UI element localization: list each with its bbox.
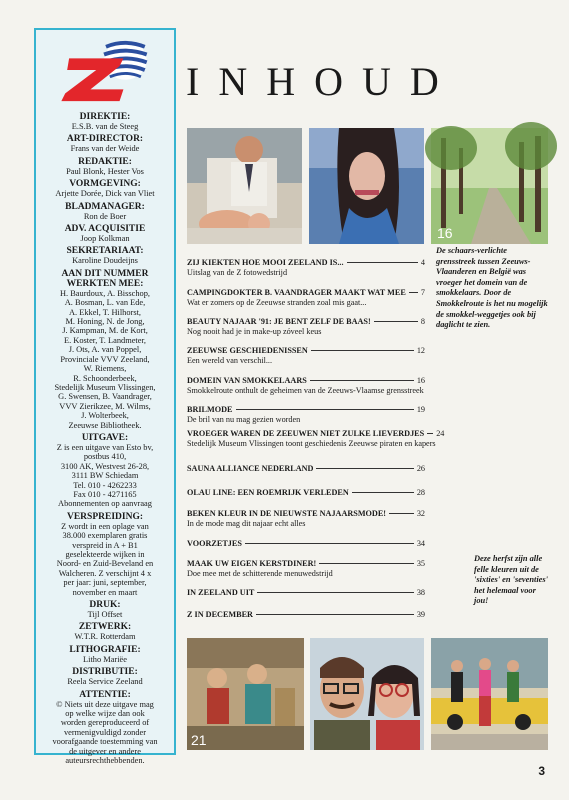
- toc-entry-title: MAAK UW EIGEN KERSTDINER!: [187, 559, 317, 568]
- colophon-section: [40, 645, 170, 664]
- colophon-section-line: 38.000 exemplaren gratis: [62, 531, 148, 541]
- toc-entry-page: 28: [416, 488, 425, 497]
- toc-leader-line: [256, 614, 414, 615]
- toc-entry[interactable]: [187, 317, 425, 337]
- toc-entry-page: 38: [416, 588, 425, 597]
- colophon-section-title: ADV. ACQUISITIE: [64, 224, 146, 235]
- toc-leader-line: [257, 592, 413, 593]
- toc-entry-page: 24: [436, 429, 445, 438]
- colophon-section-line: Ron de Boer: [83, 211, 127, 221]
- toc-entry[interactable]: [187, 429, 445, 449]
- page-number: 3: [538, 764, 545, 778]
- colophon-panel: [34, 28, 176, 766]
- colophon-section-line: M. Honing, N. de Jong,: [65, 317, 145, 327]
- toc-leader-line: [374, 321, 418, 322]
- colophon-section-line: Reela Service Zeeland: [67, 677, 143, 687]
- toc-leader-line: [245, 543, 414, 544]
- colophon-section-line: Z wordt in een oplage van: [61, 521, 149, 531]
- colophon-section-title: AAN DIT NUMMER WERKTEN MEE:: [61, 268, 149, 289]
- toc-entry-title: SAUNA ALLIANCE NEDERLAND: [187, 464, 314, 473]
- toc-entry-page: 34: [416, 539, 425, 548]
- colophon-section: [40, 157, 170, 176]
- colophon-section: [40, 134, 170, 153]
- colophon-section-line: G. Swensen, B. Vaandrager,: [58, 392, 152, 402]
- toc-entry-subtitle: Smokkelroute onthult de geheimen van de Zeeuws-Vlaamse grensstreek: [187, 386, 424, 395]
- toc-entry-page: 8: [420, 317, 425, 326]
- colophon-section-line: E. Koster, T. Landmeter,: [63, 335, 147, 345]
- colophon-section: [40, 224, 170, 243]
- toc-entry-subtitle: Doe mee met de schitterende menuwedstrijd: [187, 569, 333, 578]
- toc-entry[interactable]: [187, 464, 425, 474]
- toc-entry-subtitle: Een wereld van verschil...: [187, 356, 273, 365]
- toc-leader-line: [310, 380, 414, 381]
- toc-entry-title: Z IN DECEMBER: [187, 610, 253, 619]
- side-note-smuggling: De schaars-verlichte grensstreek tussen Zeeuws-Vlaanderen en België was vroeger het domein van de smokkelaars. Door de Smokkelroute is het nu mogelijk de smokkel-weggetjes ook bij daglicht te zien.: [436, 246, 548, 330]
- toc-entry[interactable]: [187, 610, 425, 620]
- colophon-section-line: J. Wolterbeek,: [81, 411, 129, 421]
- toc-entry-page: 19: [416, 405, 425, 414]
- colophon-section-line: H. Baurdoux, A. Bisschop,: [59, 288, 151, 298]
- toc-leader-line: [316, 468, 413, 469]
- toc-entry[interactable]: [187, 405, 425, 425]
- toc-leader-line: [427, 433, 433, 434]
- colophon-section: [40, 600, 170, 619]
- colophon-section-line: Provinciale VVV Zeeland,: [60, 354, 150, 364]
- colophon-section-line: A. Bosman, L. van Ede,: [64, 298, 146, 308]
- toc-entry-title: IN ZEELAND UIT: [187, 588, 255, 597]
- colophon-section-title: ATTENTIE:: [79, 689, 131, 700]
- z-logo-icon: [40, 34, 170, 108]
- z-logo: [40, 34, 170, 108]
- colophon-section-title: LITHOGRAFIE:: [69, 644, 141, 655]
- colophon-section-line: Arjette Dorée, Dick van Vliet: [55, 189, 155, 199]
- toc-entry[interactable]: [187, 559, 425, 579]
- colophon-section-line: op welke wijze dan ook: [65, 709, 145, 719]
- colophon-section-line: Karoline Doudeijns: [72, 256, 138, 266]
- toc-entry[interactable]: [187, 346, 425, 366]
- toc-entry-title: VOORZETJES: [187, 539, 242, 548]
- colophon-section-title: VORMGEVING:: [69, 179, 141, 190]
- colophon-section-line: Paul Blonk, Hester Vos: [66, 166, 144, 176]
- toc-entry-subtitle: Uitslag van de Z fotowedstrijd: [187, 268, 288, 277]
- colophon-section-line: Noord- en Zuid-Beveland en: [56, 559, 154, 569]
- colophon-section-line: Zeeuwse Bibliotheek.: [68, 420, 142, 430]
- colophon-section-line: per jaar: juni, september,: [63, 578, 147, 588]
- toc-leader-line: [389, 513, 414, 514]
- colophon-section-line: Fax 010 - 4271165: [73, 489, 137, 499]
- colophon-section-line: auteursrechthebbenden.: [65, 756, 145, 766]
- toc-entry-title: CAMPINGDOKTER B. VAANDRAGER MAAKT WAT MEE: [187, 288, 406, 297]
- toc-leader-line: [352, 492, 414, 493]
- colophon-section-line: Frans van der Weide: [70, 144, 140, 154]
- colophon-section-line: Tijl Offset: [87, 610, 123, 620]
- photo-campingdokter: [187, 128, 302, 244]
- colophon-section-line: verspreid in A + B1: [72, 540, 138, 550]
- colophon-section-line: W. Riemens,: [83, 364, 127, 374]
- toc-entry-subtitle: Stedelijk Museum Vlissingen toont geschiedenis Zeeuwse piraten en kapers: [187, 439, 436, 448]
- colophon-section-title: SEKRETARIAAT:: [66, 246, 144, 257]
- colophon-section-line: Joop Kolkman: [80, 234, 130, 244]
- colophon-sections: [40, 112, 170, 766]
- colophon-section: [40, 433, 170, 509]
- toc-leader-line: [409, 292, 418, 293]
- colophon-section-line: E.S.B. van de Steeg: [71, 122, 139, 131]
- toc-entry[interactable]: [187, 488, 425, 498]
- photo-page-number: 21: [191, 732, 207, 748]
- photo-smokkelroute: [431, 128, 548, 244]
- colophon-section: [40, 246, 170, 265]
- toc-entry[interactable]: [187, 509, 425, 529]
- toc-entry-title: VROEGER WAREN DE ZEEUWEN NIET ZULKE LIEVERDJES: [187, 429, 425, 438]
- colophon-section: [40, 512, 170, 597]
- colophon-section-title: DIREKTIE:: [79, 112, 131, 122]
- colophon-section-line: Tel. 010 - 4262233: [73, 480, 137, 490]
- colophon-section: [40, 112, 170, 131]
- toc-leader-line: [347, 262, 418, 263]
- colophon-section-line: © Niets uit deze uitgave mag: [56, 699, 154, 709]
- colophon-section-line: vermenigvuldigd zonder: [63, 727, 147, 737]
- photo-najaarsmode: [431, 638, 548, 750]
- colophon-section-line: Abonnementen op aanvraag: [58, 499, 152, 509]
- colophon-section-title: UITGAVE:: [81, 432, 129, 443]
- toc-entry-page: 35: [416, 559, 425, 568]
- colophon-section-line: A. Ekkel, T. Hilhorst,: [68, 307, 142, 317]
- toc-entry-title: DOMEIN VAN SMOKKELAARS: [187, 376, 307, 385]
- photo-piraten: [187, 638, 304, 750]
- toc-entry-page: 26: [416, 464, 425, 473]
- colophon-section: [40, 667, 170, 686]
- photo-page-number: 16: [437, 225, 453, 241]
- toc-leader-line: [311, 350, 414, 351]
- colophon-section-line: VVV Zierikzee, M. Wilms,: [59, 401, 151, 411]
- toc-entry-title: OLAU LINE: EEN ROEMRIJK VERLEDEN: [187, 488, 349, 497]
- toc-leader-line: [319, 563, 414, 564]
- colophon-section-line: voorafgaande toestemming van: [52, 737, 158, 747]
- colophon-section-title: REDAKTIE:: [78, 156, 132, 167]
- colophon-section-line: worden gereproduceerd of: [60, 718, 150, 728]
- toc-entry-title: BEAUTY NAJAAR '91: JE BENT ZELF DE BAAS!: [187, 317, 371, 326]
- colophon-section-line: J. Ots, A. van Poppel,: [68, 345, 142, 355]
- toc-entry-subtitle: De bril van nu mag gezien worden: [187, 415, 301, 424]
- toc-entry-page: 39: [416, 610, 425, 619]
- colophon-section-line: geselekteerde wijken in: [65, 550, 145, 559]
- toc-entry[interactable]: [187, 588, 425, 598]
- toc-leader-line: [236, 409, 414, 410]
- colophon-section-line: W.T.R. Rotterdam: [74, 632, 136, 642]
- colophon-section-line: J. Kampman, M. de Kort,: [62, 326, 148, 336]
- colophon-section-title: ZETWERK:: [78, 622, 132, 633]
- colophon-section-line: postbus 410,: [83, 452, 127, 462]
- toc-entry-page: 7: [420, 288, 425, 297]
- toc-entry-page: 32: [416, 509, 425, 518]
- toc-entry-title: ZIJ KIEKTEN HOE MOOI ZEELAND IS...: [187, 258, 344, 267]
- toc-entry[interactable]: [187, 288, 425, 308]
- photo-brilmode: [310, 638, 424, 750]
- toc-entry-title: ZEEUWSE GESCHIEDENISSEN: [187, 346, 308, 355]
- toc-entry[interactable]: [187, 258, 425, 278]
- toc-entry[interactable]: [187, 376, 425, 396]
- toc-entry-page: 4: [420, 258, 425, 267]
- toc-entry-subtitle: In de mode mag dit najaar echt alles: [187, 519, 306, 528]
- colophon-section-line: 3100 AK, Westvest 26-28,: [60, 461, 150, 471]
- photo-beauty: [309, 128, 424, 244]
- colophon-section: [40, 269, 170, 430]
- colophon-section-line: Walcheren. Z verschijnt 4 x: [58, 568, 152, 578]
- colophon-section: [40, 690, 170, 766]
- colophon-section-title: ART-DIRECTOR:: [66, 134, 144, 145]
- toc-entry-page: 16: [416, 376, 425, 385]
- colophon-section: [40, 179, 170, 198]
- colophon-section-line: november en maart: [72, 587, 138, 597]
- colophon-section-line: Z is een uitgave van Esto bv,: [56, 442, 154, 452]
- colophon-section-title: DRUK:: [89, 600, 121, 611]
- colophon-section-line: Stedelijk Museum Vlissingen,: [54, 382, 156, 392]
- side-note-fashion: Deze herfst zijn alle felle kleuren uit de 'sixties' en 'seventies' het helemaal voor jou!: [474, 554, 548, 606]
- toc-entry-title: BEKEN KLEUR IN DE NIEUWSTE NAJAARSMODE!: [187, 509, 387, 518]
- colophon-section-line: 3111 BW Schiedam: [71, 471, 139, 481]
- toc-entry-title: BRILMODE: [187, 405, 233, 414]
- toc-entry-page: 12: [416, 346, 425, 355]
- colophon-section-line: R. Schoonderbeek,: [73, 373, 137, 383]
- colophon-section-line: Litho Mariëe: [83, 654, 127, 664]
- toc-entry[interactable]: [187, 539, 425, 549]
- toc-entry-subtitle: Nog nooit had je in make-up zóveel keus: [187, 327, 322, 336]
- colophon-section: [40, 622, 170, 641]
- colophon-section-title: DISTRIBUTIE:: [72, 667, 138, 678]
- page-title: INHOUD: [186, 59, 458, 104]
- colophon-section-title: BLADMANAGER:: [65, 201, 145, 212]
- colophon-section-title: VERSPREIDING:: [66, 511, 143, 522]
- colophon-section-line: de uitgever en andere: [69, 746, 141, 756]
- toc-entry-subtitle: Wat er zomers op de Zeeuwse stranden zoal mis gaat...: [187, 298, 367, 307]
- colophon-section: [40, 202, 170, 221]
